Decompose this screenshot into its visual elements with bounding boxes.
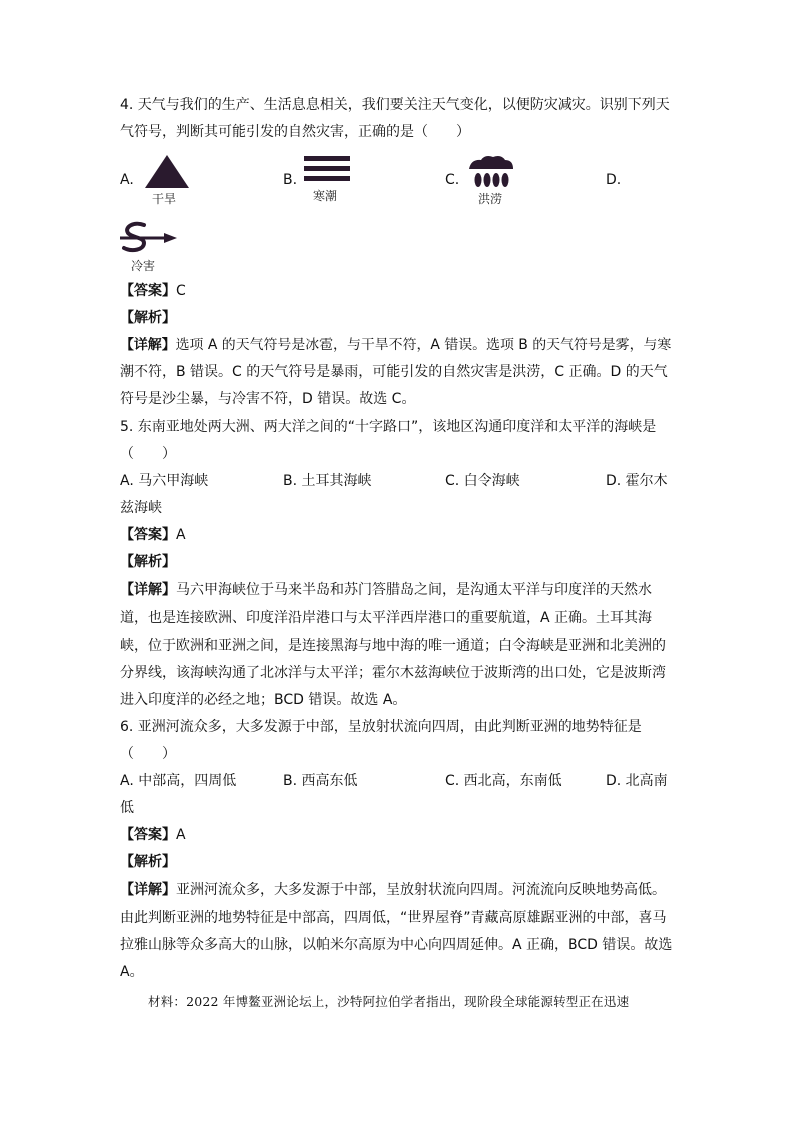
- q5-detail-text1: 马六甲海峡位于马来半岛和苏门答腊岛之间，是沟通太平洋与印度洋的天然水: [176, 582, 652, 598]
- q6-detail-line2: 由此判断亚洲的地势特征是中部高，四周低，“世界屋脊”青藏高原雄踞亚洲的中部，喜马: [120, 910, 667, 926]
- q6-answer-value: A: [176, 827, 186, 843]
- q5-option-d: D. 霍尔木: [606, 473, 668, 489]
- sandstorm-icon: [120, 222, 178, 254]
- q6-detail-line3: 拉雅山脉等众多高大的山脉，以帕米尔高原为中心向四周延伸。A 正确，BCD 错误。故选: [120, 937, 673, 953]
- q5-stem-line2: （ ）: [120, 446, 176, 462]
- q4-symbol-b-label: 寒潮: [313, 189, 338, 203]
- q6-option-d: D. 北高南: [606, 773, 668, 789]
- q4-option-a-letter: A.: [120, 172, 134, 188]
- q4-option-d-letter: D.: [606, 172, 622, 188]
- q4-option-b-letter: B.: [283, 172, 298, 188]
- q4-detail-text1: 选项 A 的天气符号是冰雹，与干旱不符，A 错误。选项 B 的天气符号是雾，与寒: [175, 337, 672, 353]
- q5-option-a: A. 马六甲海峡: [120, 473, 209, 489]
- q5-stem-line1: 5. 东南亚地处两大洲、两大洋之间的“十字路口”，该地区沟通印度洋和太平洋的海峡是: [120, 419, 657, 435]
- q5-detail-tag: 【详解】: [120, 582, 176, 598]
- q6-option-d-continued: 低: [120, 800, 134, 816]
- q6-answer-tag: 【答案】: [120, 827, 176, 843]
- q6-option-c: C. 西北高，东南低: [445, 773, 562, 789]
- q5-detail-line2: 道，也是连接欧洲、印度洋沿岸港口与太平洋西岸港口的重要航道，A 正确。土耳其海: [120, 610, 653, 626]
- q4-symbol-c-label: 洪涝: [478, 192, 503, 206]
- q4-symbol-a-label: 干旱: [152, 192, 177, 206]
- q6-stem-line1: 6. 亚洲河流众多，大多发源于中部，呈放射状流向四周，由此判断亚洲的地势特征是: [120, 719, 642, 735]
- q4-stem-line1: 4. 天气与我们的生产、生活息息相关，我们要关注天气变化，以便防灾减灾。识别下列天: [120, 97, 670, 113]
- q4-answer-tag: 【答案】: [120, 283, 176, 299]
- q5-option-b: B. 土耳其海峡: [283, 473, 372, 489]
- q4-stem-line2: 气符号，判断其可能引发的自然灾害，正确的是（ ）: [120, 124, 470, 140]
- q4-detail-line3: 符号是沙尘暴，与冷害不符，D 错误。故选 C。: [120, 391, 416, 407]
- hail-triangle-icon: [145, 155, 189, 189]
- q5-detail-line4: 分界线，该海峡沟通了北冰洋与太平洋；霍尔木兹海峡位于波斯湾的出口处，它是波斯湾: [120, 665, 666, 681]
- q5-detail-line5: 进入印度洋的必经之地；BCD 错误。故选 A。: [120, 692, 407, 708]
- q5-detail-line3: 峡，位于欧洲和亚洲之间，是连接黑海与地中海的唯一通道；白令海峡是亚洲和北美洲的: [120, 638, 666, 654]
- q6-detail-text1: 亚洲河流众多，大多发源于中部，呈放射状流向四周。河流流向反映地势高低。: [176, 882, 666, 898]
- fog-lines-icon: [304, 156, 350, 182]
- q4-detail-tag: 【详解】: [120, 337, 176, 353]
- q6-option-a: A. 中部高，四周低: [120, 773, 237, 789]
- q6-option-b: B. 西高东低: [283, 773, 358, 789]
- material-text: 材料：2022 年博鳌亚洲论坛上，沙特阿拉伯学者指出，现阶段全球能源转型正在迅速: [148, 994, 630, 1009]
- q6-detail-line1: [120, 880, 666, 900]
- q4-symbol-d-label: 冷害: [131, 259, 156, 273]
- q6-analysis-tag: 【解析】: [120, 854, 176, 870]
- q5-detail-line1: [120, 580, 652, 600]
- q6-detail-tag: 【详解】: [120, 882, 176, 898]
- q5-answer-value: A: [176, 527, 186, 543]
- rainstorm-icon: [467, 155, 515, 189]
- q6-detail-line4: A。: [120, 964, 144, 980]
- q5-analysis-tag: 【解析】: [120, 554, 176, 570]
- q5-option-c: C. 白令海峡: [445, 473, 520, 489]
- q4-detail-line1: [120, 335, 671, 355]
- q5-answer-tag: 【答案】: [120, 527, 176, 543]
- q4-detail-line2: 潮不符，B 错误。C 的天气符号是暴雨，可能引发的自然灾害是洪涝，C 正确。D 的天气: [120, 364, 668, 380]
- q4-option-c-letter: C.: [445, 172, 460, 188]
- q4-analysis-tag: 【解析】: [120, 310, 176, 326]
- q6-answer: [120, 825, 186, 845]
- q5-answer: [120, 525, 186, 545]
- q5-option-d-continued: 兹海峡: [120, 500, 162, 516]
- q6-stem-line2: （ ）: [120, 746, 176, 762]
- q4-answer-value: C: [176, 283, 186, 299]
- q4-answer: [120, 281, 186, 301]
